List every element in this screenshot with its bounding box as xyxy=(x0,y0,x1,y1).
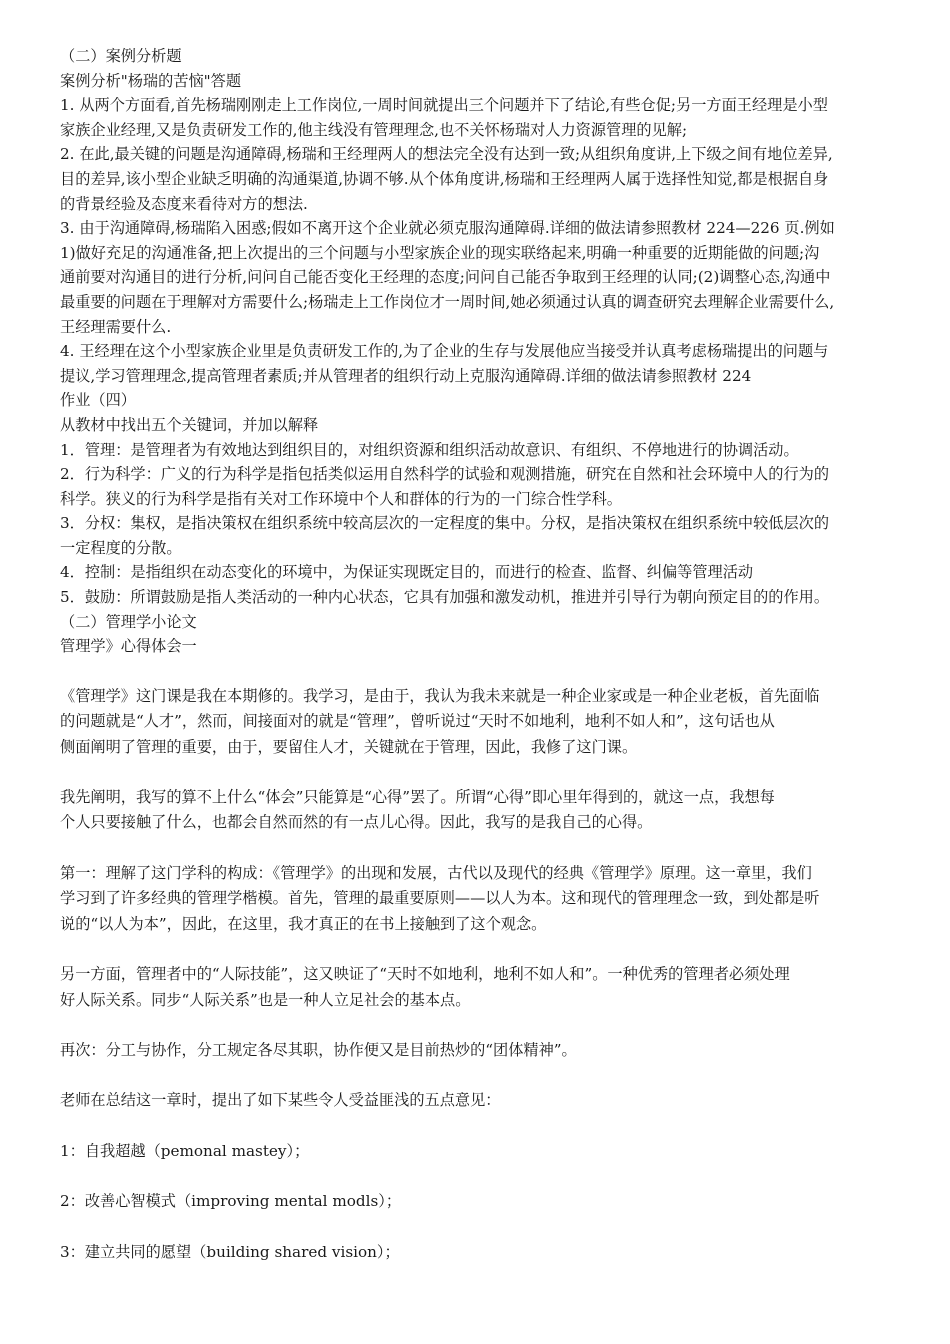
essay-point-2: 2：改善心智模式（improving mental modls）； xyxy=(60,1192,402,1211)
homework-heading: 作业（四） xyxy=(60,391,136,410)
essay-body xyxy=(60,684,910,1265)
document-page xyxy=(60,44,910,1265)
case-analysis-section xyxy=(60,44,910,659)
essay-point-3: 3：建立共同的愿望（building shared vision）； xyxy=(60,1242,400,1261)
essay-paragraph-6: 老师在总结这一章时，提出了如下某些令人受益匪浅的五点意见： xyxy=(60,1091,501,1110)
keyword-3-line-1: 3．分权：集权，是指决策权在组织系统中较高层次的一定程度的集中。分权，是指决策权在组织系统中较低层次的 xyxy=(60,514,830,533)
answer-3-line-1: 3. 由于沟通障碍,杨瑞陷入困惑;假如不离开这个企业就必须克服沟通障碍.详细的做法请参照教材 224—226 页.例如 xyxy=(60,219,835,238)
answer-3-line-4: 最重要的问题在于理解对方需要什么;杨瑞走上工作岗位才一周时间,她必须通过认真的调查研究去理解企业需要什么, xyxy=(60,292,835,311)
essay-title: 管理学》心得体会一 xyxy=(60,637,197,656)
answer-2-line-2: 目的差异,该小型企业缺乏明确的沟通渠道,协调不够.从个体角度讲,杨瑞和王经理两人属于选择性知觉,都是根据自身 xyxy=(60,169,829,188)
answer-3-line-5: 王经理需要什么. xyxy=(60,317,172,336)
essay-p3-line-1: 第一：理解了这门学科的构成：《管理学》的出现和发展，古代以及现代的经典《管理学》原理。这一章里，我们 xyxy=(60,863,812,882)
essay-paragraph-5: 再次：分工与协作，分工规定各尽其职，协作便又是目前热炒的“团体精神”。 xyxy=(60,1040,577,1059)
essay-p2-line-1: 我先阐明，我写的算不上什么“体会”只能算是“心得”罢了。所谓“心得”即心里年得到的，就这一点，我想每 xyxy=(60,788,775,807)
essay-paragraph-3 xyxy=(60,861,910,937)
keyword-5: 5．鼓励：所谓鼓励是指人类活动的一种内心状态，它具有加强和激发动机，推进并引导行为朝向预定目的的作用。 xyxy=(60,588,830,607)
homework-instruction: 从教材中找出五个关键词，并加以解释 xyxy=(60,415,319,434)
answer-2-line-3: 的背景经验及态度来看待对方的想法. xyxy=(60,194,308,213)
essay-section-heading: （二）管理学小论文 xyxy=(60,612,197,631)
keyword-3-line-2: 一定程度的分散。 xyxy=(60,538,182,557)
essay-paragraph-2 xyxy=(60,785,910,836)
answer-4-line-2: 提议,学习管理理念,提高管理者素质;并从管理者的组织行动上克服沟通障碍.详细的做法请参照教材 224 xyxy=(60,366,752,385)
answer-3-line-3: 通前要对沟通目的进行分析,问问自己能否变化王经理的态度;问问自己能否争取到王经理的认同;(2)调整心态,沟通中 xyxy=(60,268,831,287)
essay-p1-line-3: 侧面阐明了管理的重要，由于，要留住人才，关键就在于管理，因此，我修了这门课。 xyxy=(60,737,638,756)
answer-1-line-2: 家族企业经理,又是负责研发工作的,他主线没有管理理念,也不关怀杨瑞对人力资源管理的见解; xyxy=(60,120,688,139)
keyword-2-line-2: 科学。狭义的行为科学是指有关对工作环境中个人和群体的行为的一门综合性学科。 xyxy=(60,489,622,508)
essay-paragraph-1 xyxy=(60,684,910,760)
essay-p4-line-1: 另一方面，管理者中的“人际技能”，这又映证了“天时不如地利，地利不如人和”。一种优秀的管理者必须处理 xyxy=(60,965,790,984)
essay-p3-line-2: 学习到了许多经典的管理学楷模。首先，管理的最重要原则——以人为本。这和现代的管理理念一致，到处都是听 xyxy=(60,889,820,908)
answer-3-line-2: 1)做好充足的沟通准备,把上次提出的三个问题与小型家族企业的现实联络起来,明确一种重要的近期能做的问题;沟 xyxy=(60,243,820,262)
essay-p3-line-3: 说的“以人为本”，因此，在这里，我才真正的在书上接触到了这个观念。 xyxy=(60,914,547,933)
section-heading: （二）案例分析题 xyxy=(60,47,182,65)
essay-paragraph-4 xyxy=(60,962,910,1013)
essay-p1-line-1: 《管理学》这门课是我在本期修的。我学习，是由于，我认为我未来就是一种企业家或是一种企业老板，首先面临 xyxy=(60,686,820,705)
answer-1-line-1: 1. 从两个方面看,首先杨瑞刚刚走上工作岗位,一周时间就提出三个问题并下了结论,有些仓促;另一方面王经理是小型 xyxy=(60,96,828,115)
essay-p1-line-2: 的问题就是“人才”，然而，间接面对的就是“管理”，曾听说过“天时不如地利，地利不如人和”，这句话也从 xyxy=(60,712,775,731)
keyword-1: 1．管理：是管理者为有效地达到组织目的，对组织资源和组织活动故意识、有组织、不停地进行的协调活动。 xyxy=(60,440,799,459)
answer-2-line-1: 2. 在此,最关键的问题是沟通障碍,杨瑞和王经理两人的想法完全没有达到一致;从组织角度讲,上下级之间有地位差异, xyxy=(60,145,833,164)
case-title: 案例分析"杨瑞的苦恼"答题 xyxy=(60,71,242,90)
answer-4-line-1: 4. 王经理在这个小型家族企业里是负责研发工作的,为了企业的生存与发展他应当接受并认真考虑杨瑞提出的问题与 xyxy=(60,342,829,361)
keyword-4: 4．控制：是指组织在动态变化的环境中，为保证实现既定目的，而进行的检查、监督、纠偏等管理活动 xyxy=(60,563,754,582)
essay-p2-line-2: 个人只要接触了什么，也都会自然而然的有一点儿心得。因此，我写的是我自己的心得。 xyxy=(60,813,653,832)
essay-point-1: 1：自我超越（pemonal mastey）； xyxy=(60,1141,310,1160)
keyword-2-line-1: 2．行为科学：广义的行为科学是指包括类似运用自然科学的试验和观测措施，研究在自然和社会环境中人的行为的 xyxy=(60,465,830,484)
essay-p4-line-2: 好人际关系。同步“人际关系”也是一种人立足社会的基本点。 xyxy=(60,990,471,1009)
